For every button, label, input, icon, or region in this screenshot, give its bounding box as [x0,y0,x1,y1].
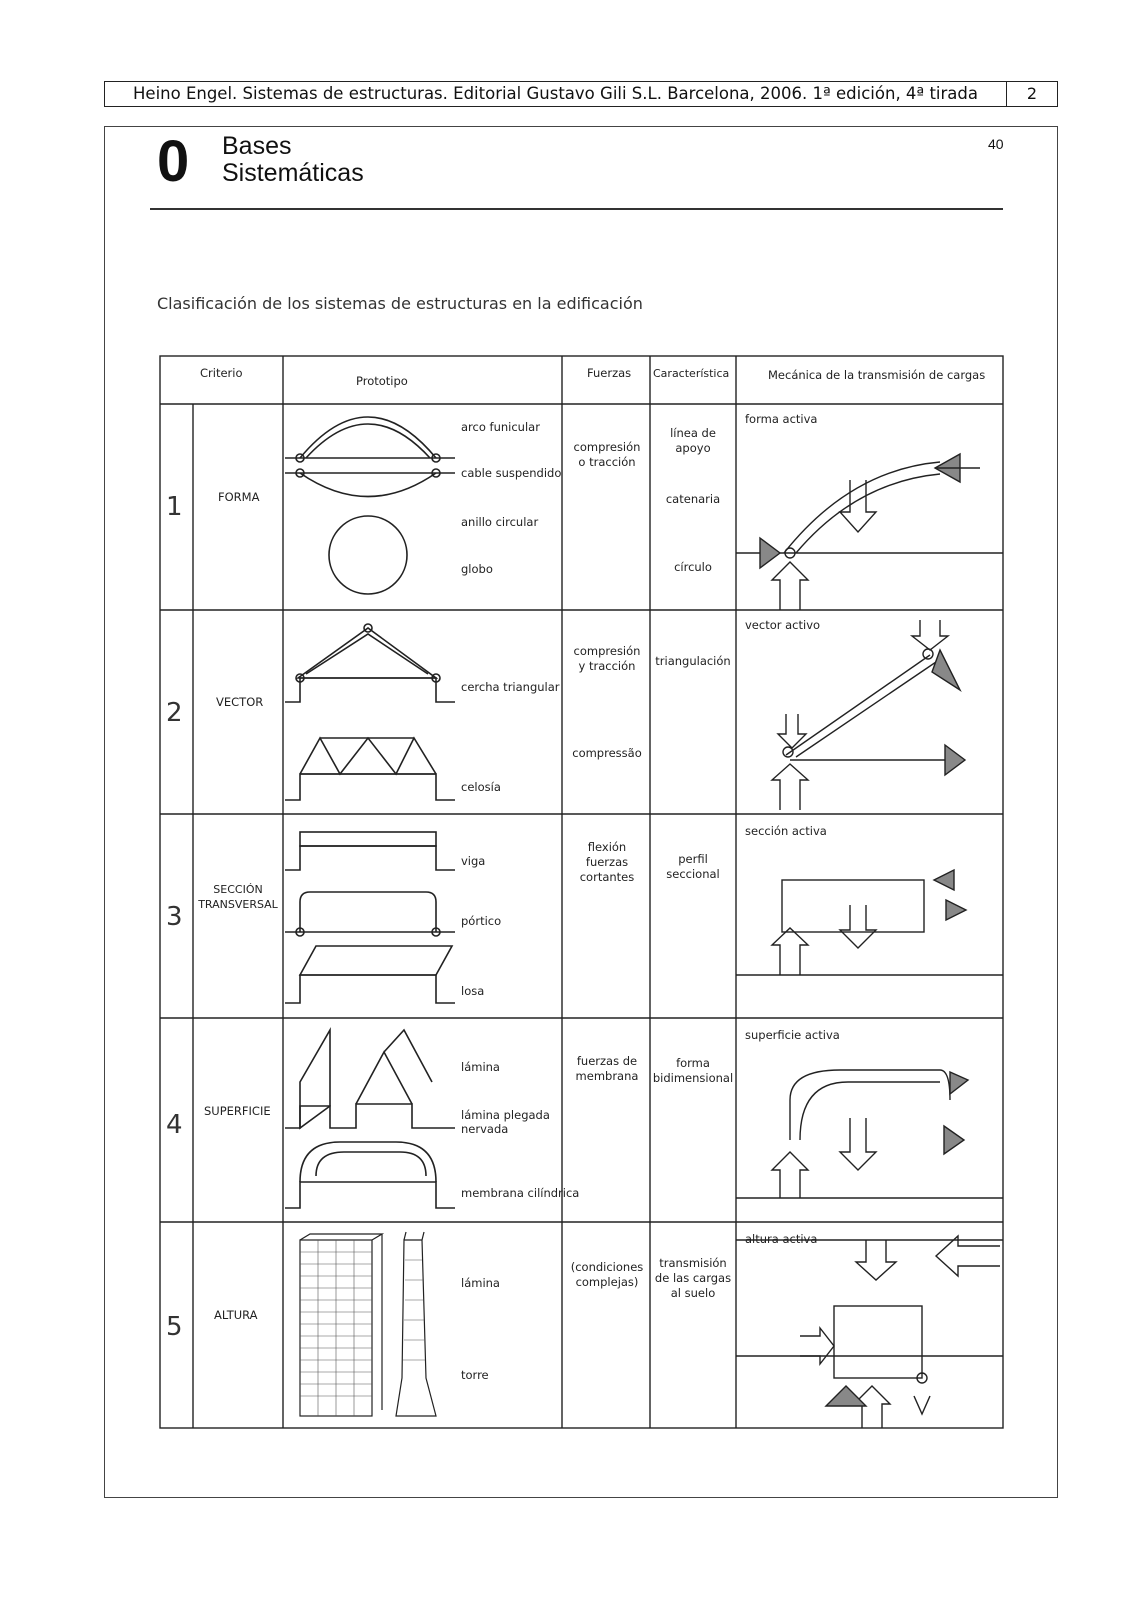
fuerzas-text: (condiciones complejas) [570,1260,644,1289]
header-mecanica: Mecánica de la transmisión de cargas [768,368,986,382]
row-criterio: FORMA [218,490,260,504]
caracteristica-text: círculo [674,560,712,574]
prototype-label: membrana cilíndrica [461,1186,580,1200]
chapter-title-line2: Sistemáticas [222,159,364,187]
mechanics-seccion-diagram [736,870,1003,975]
header-prototipo: Prototipo [356,374,408,388]
row4-prototype-drawing [285,1030,455,1208]
row-number: 2 [166,698,183,728]
row-criterio: SUPERFICIE [204,1104,271,1118]
row-criterio: VECTOR [216,695,264,709]
prototype-label: arco funicular [461,420,540,434]
prototype-label: losa [461,984,485,998]
mecanica-label: altura activa [745,1232,818,1246]
fuerzas-text-secondary: compressão [572,746,642,760]
row-criterio: ALTURA [214,1308,258,1322]
fuerzas-text: compresión o tracción [573,440,641,469]
caracteristica-text: catenaria [665,492,721,506]
prototype-label: viga [461,854,486,868]
row-number: 4 [166,1110,183,1140]
caracteristica-text: triangulación [655,654,731,668]
building-floor-lines [300,1240,425,1416]
row-number: 3 [166,902,183,932]
chapter-title-line1: Bases [222,132,292,160]
header-caracteristica: Característica [653,367,730,380]
header-fuerzas: Fuerzas [587,366,632,380]
caracteristica-text: transmisión de las cargas al suelo [654,1256,732,1300]
prototype-label: cercha triangular [461,680,560,694]
prototype-label: celosía [461,780,501,794]
prototype-label: cable suspendido [461,466,562,480]
citation-text: Heino Engel. Sistemas de estructuras. Editorial Gustavo Gili S.L. Barcelona, 2006. 1ª edición, 4ª tirada [105,82,1007,106]
row3-prototype-drawing [285,832,455,1003]
mechanics-forma-diagram [736,454,1003,610]
mechanics-altura-diagram [736,1236,1003,1428]
row-number: 5 [166,1312,183,1342]
book-page-number: 40 [988,136,1004,152]
caracteristica-text: línea de apoyo [670,426,716,455]
prototype-label: globo [461,562,493,576]
prototype-label: lámina [461,1060,500,1074]
mecanica-label: forma activa [745,412,818,426]
fuerzas-text: flexión fuerzas cortantes [579,840,635,884]
prototype-label: torre [461,1368,489,1382]
mecanica-label: vector activo [745,618,821,632]
chapter-number: 0 [157,129,190,194]
page-number: 2 [1026,84,1038,103]
row-number: 1 [166,492,183,522]
header-criterio: Criterio [200,366,243,380]
mechanics-vector-diagram [772,620,965,810]
row2-prototype-drawing [285,624,455,800]
row-criterio: SECCIÓN TRANSVERSAL [198,883,278,911]
prototype-label: lámina plegada nervada [461,1108,550,1136]
section-subtitle: Clasificación de los sistemas de estructuras en la edificación [157,294,643,313]
prototype-label: anillo circular [461,515,539,529]
mechanics-superficie-diagram [736,1070,1003,1198]
caracteristica-text: perfil seccional [666,852,720,881]
fuerzas-text: fuerzas de membrana [575,1054,639,1083]
prototype-label: pórtico [461,914,502,928]
mecanica-label: superficie activa [745,1028,840,1042]
row1-prototype-drawing [285,417,455,594]
fuerzas-text: compresión y tracción [573,644,641,673]
prototype-label: lámina [461,1276,500,1290]
mecanica-label: sección activa [745,824,827,838]
caracteristica-text: forma bidimensional [652,1056,734,1085]
